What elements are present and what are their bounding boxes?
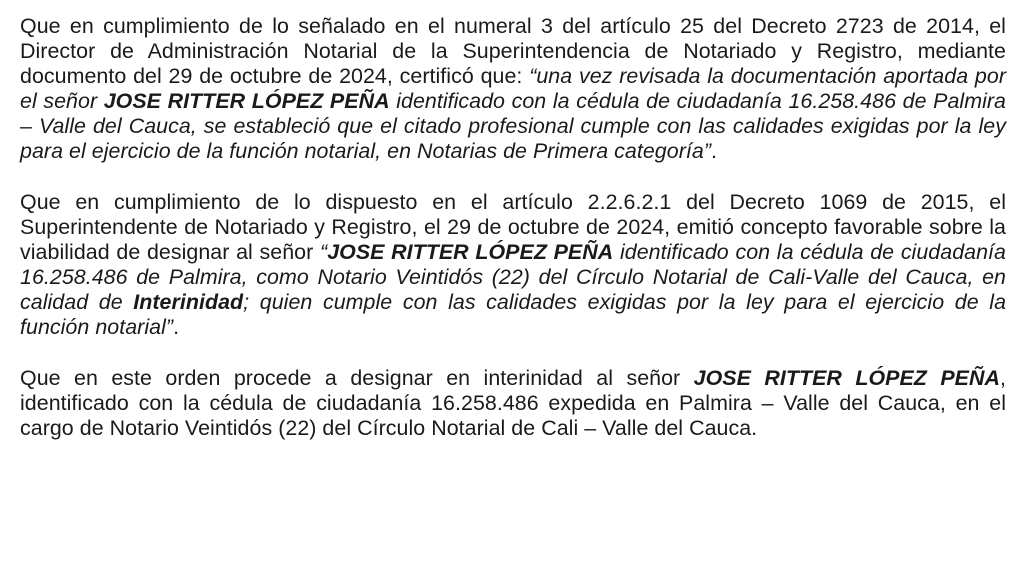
quote-mark: “ [320, 240, 328, 264]
text-run: Que en este orden procede a designar en interinidad al señor [20, 366, 694, 390]
text-run: Que en cumplimiento de lo señalado en el numeral 3 del artículo 25 del Decreto 2723 de 2014, el Director de Administración Notarial de la Superintendencia de Notariado y Registro, mediante documento del 29 de octubre de 2024, certificó que: [20, 14, 1006, 88]
text-run: , identificado con la cédula de ciudadanía 16.258.486 expedida en Palmira – Valle del Cauca, en el cargo de Notario Veintidós (22) del Círculo Notarial de Cali – Valle del Cauca. [20, 366, 1006, 440]
quote-text: identificado con la cédula de ciudadanía 16.258.486 de Palmira, como Notario Veintidós (22) del Círculo Notarial de Cali-Valle del Cauca, en calidad de [20, 240, 1006, 314]
paragraph-favorable-concept [20, 190, 1006, 340]
person-name: JOSE RITTER LÓPEZ PEÑA [103, 89, 390, 113]
paragraph-certification [20, 14, 1006, 164]
text-run: . [711, 139, 717, 163]
quote-text: “una vez revisada la documentación aportada por el señor [20, 64, 1006, 113]
text-run: Que en cumplimiento de lo dispuesto en el artículo 2.2.6.2.1 del Decreto 1069 de 2015, el Superintendente de Notariado y Registro, el 29 de octubre de 2024, emitió concepto favorable sobre la viabilidad de designar al señor [20, 190, 1006, 264]
quote-text: ; quien cumple con las calidades exigidas por la ley para el ejercicio de la función notarial” [20, 290, 1007, 339]
person-name: JOSE RITTER LÓPEZ PEÑA [327, 240, 614, 264]
paragraph-designation [20, 366, 1006, 441]
person-name: JOSE RITTER LÓPEZ PEÑA [693, 366, 1000, 390]
interinidad-term: Interinidad [133, 290, 244, 314]
quote-text: identificado con la cédula de ciudadanía 16.258.486 de Palmira – Valle del Cauca, se estableció que el citado profesional cumple con las calidades exigidas por la ley para el ejercicio de la función notarial, en Notarias de Primera categoría” [20, 89, 1006, 163]
text-run: . [173, 315, 180, 339]
